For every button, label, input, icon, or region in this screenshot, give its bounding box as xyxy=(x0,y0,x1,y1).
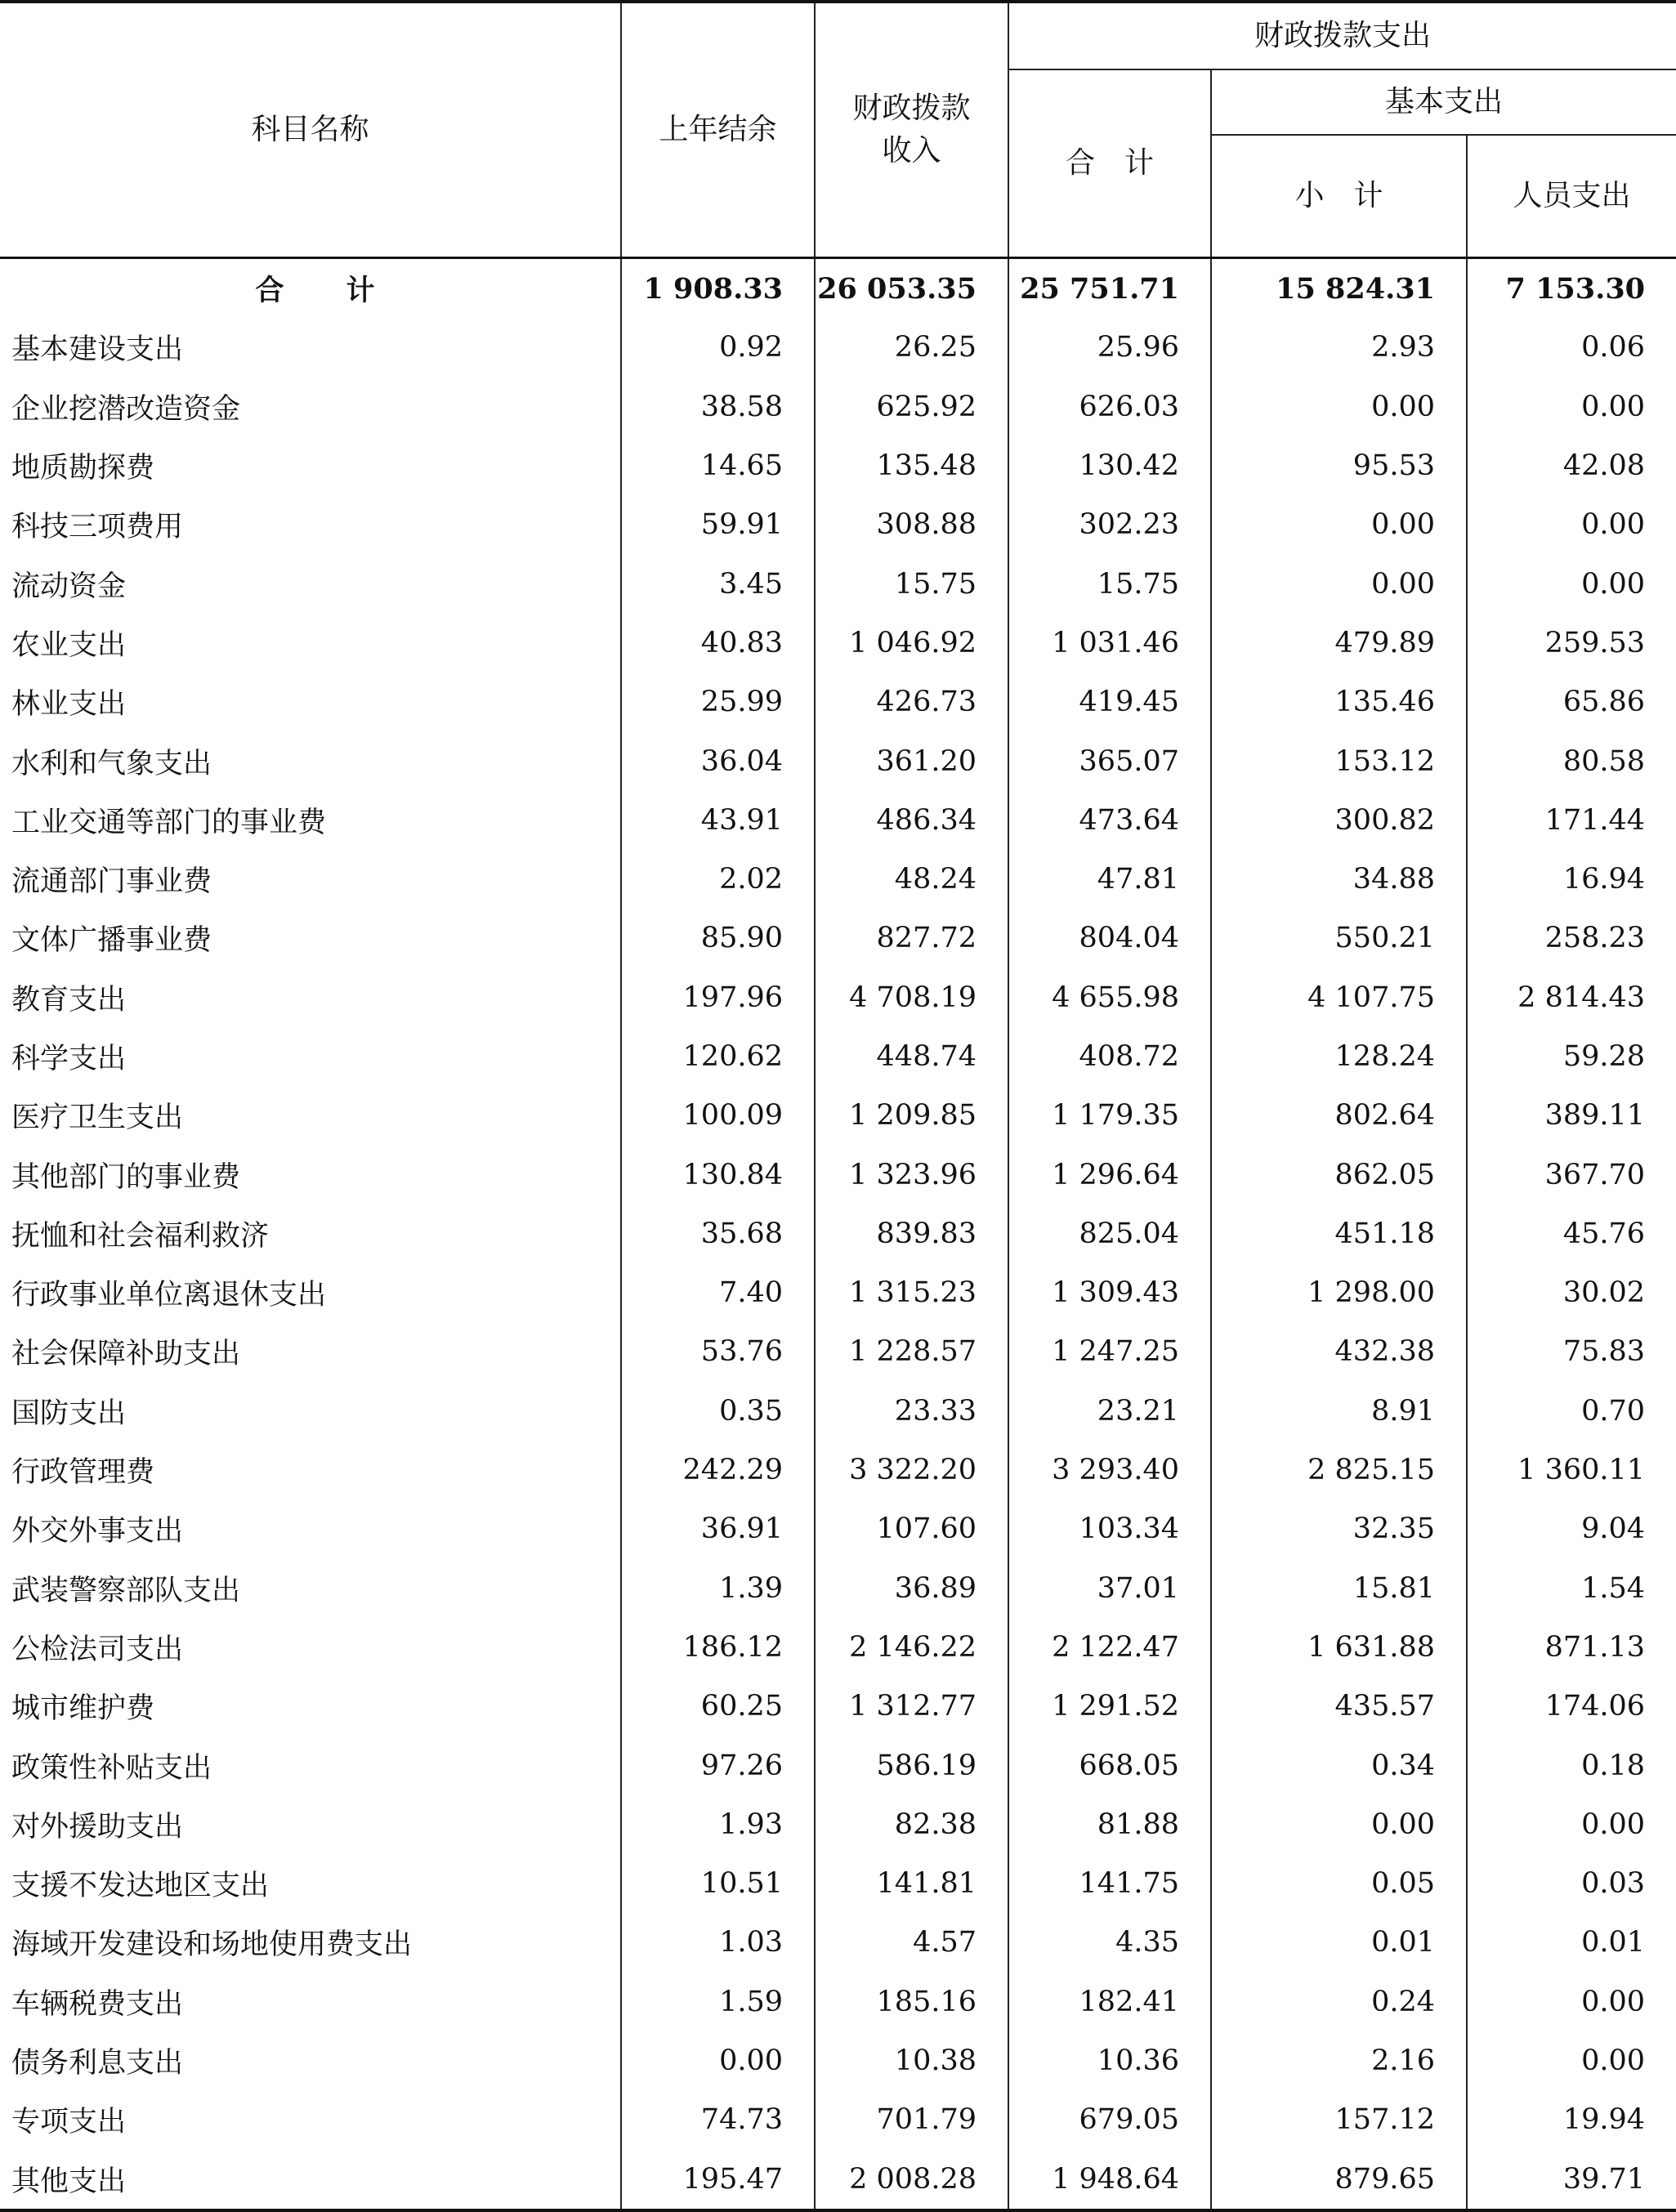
table-row xyxy=(0,1441,1676,1499)
cell-income: 2 008.28 xyxy=(815,2150,1008,2210)
cell-basic-subtotal: 153.12 xyxy=(1211,731,1467,790)
table-row xyxy=(0,495,1676,554)
cell-prev-balance: 7.40 xyxy=(621,1263,815,1322)
cell-basic-subtotal: 128.24 xyxy=(1211,1027,1467,1086)
cell-subject-name: 水利和气象支出 xyxy=(11,747,212,780)
cell-personnel: 0.00 xyxy=(1467,2031,1676,2090)
table-row xyxy=(0,968,1676,1027)
header-prev-balance: 上年结余 xyxy=(621,2,815,258)
table-row xyxy=(0,1204,1676,1263)
table-row xyxy=(0,850,1676,909)
cell-basic-subtotal: 2.16 xyxy=(1211,2031,1467,2090)
cell-subject-name: 外交外事支出 xyxy=(11,1515,184,1548)
cell-personnel: 65.86 xyxy=(1467,673,1676,731)
cell-basic-subtotal: 879.65 xyxy=(1211,2150,1467,2210)
cell-expense-total: 302.23 xyxy=(1008,495,1211,554)
cell-personnel: 59.28 xyxy=(1467,1027,1676,1086)
cell-prev-balance: 197.96 xyxy=(621,968,815,1027)
cell-personnel: 39.71 xyxy=(1467,2150,1676,2210)
cell-basic-subtotal: 435.57 xyxy=(1211,1677,1467,1736)
cell-subject-name: 农业支出 xyxy=(11,628,127,662)
cell-expense-total: 81.88 xyxy=(1008,1795,1211,1854)
table-row xyxy=(0,1913,1676,1972)
table-row xyxy=(0,1795,1676,1854)
cell-expense-total: 15.75 xyxy=(1008,554,1211,613)
cell-prev-balance: 100.09 xyxy=(621,1086,815,1145)
cell-income: 839.83 xyxy=(815,1204,1008,1263)
cell-expense-total: 473.64 xyxy=(1008,791,1211,850)
table-row xyxy=(0,731,1676,790)
cell-basic-subtotal: 0.24 xyxy=(1211,1973,1467,2031)
table-body xyxy=(0,258,1676,2210)
table-row xyxy=(0,1263,1676,1322)
cell-personnel: 0.01 xyxy=(1467,1913,1676,1972)
table-row xyxy=(0,1677,1676,1736)
cell-expense-total: 1 179.35 xyxy=(1008,1086,1211,1145)
cell-income: 23.33 xyxy=(815,1382,1008,1441)
cell-subject-name: 企业挖潜改造资金 xyxy=(11,392,241,426)
cell-basic-subtotal: 0.00 xyxy=(1211,378,1467,436)
table-row xyxy=(0,378,1676,436)
cell-income: 36.89 xyxy=(815,1559,1008,1618)
cell-expense-total: 103.34 xyxy=(1008,1499,1211,1558)
cell-income: 308.88 xyxy=(815,495,1008,554)
cell-basic-subtotal: 432.38 xyxy=(1211,1322,1467,1381)
cell-personnel: 367.70 xyxy=(1467,1145,1676,1204)
cell-expense-total: 626.03 xyxy=(1008,378,1211,436)
cell-personnel: 0.00 xyxy=(1467,378,1676,436)
cell-income: 141.81 xyxy=(815,1854,1008,1913)
total-subtotal: 15 824.31 xyxy=(1211,258,1467,319)
cell-basic-subtotal: 2 825.15 xyxy=(1211,1441,1467,1499)
cell-expense-total: 130.42 xyxy=(1008,436,1211,495)
cell-subject-name: 专项支出 xyxy=(11,2106,127,2139)
cell-subject-name: 地质勘探费 xyxy=(11,452,155,485)
table-header xyxy=(0,2,1676,258)
cell-income: 448.74 xyxy=(815,1027,1008,1086)
cell-subject-name: 工业交通等部门的事业费 xyxy=(11,806,327,839)
cell-expense-total: 37.01 xyxy=(1008,1559,1211,1618)
cell-personnel: 42.08 xyxy=(1467,436,1676,495)
cell-income: 1 046.92 xyxy=(815,614,1008,673)
cell-prev-balance: 0.35 xyxy=(621,1382,815,1441)
cell-prev-balance: 1.93 xyxy=(621,1795,815,1854)
cell-prev-balance: 25.99 xyxy=(621,673,815,731)
cell-basic-subtotal: 157.12 xyxy=(1211,2090,1467,2149)
cell-income: 15.75 xyxy=(815,554,1008,613)
cell-prev-balance: 120.62 xyxy=(621,1027,815,1086)
cell-expense-total: 804.04 xyxy=(1008,909,1211,967)
cell-prev-balance: 53.76 xyxy=(621,1322,815,1381)
cell-basic-subtotal: 0.00 xyxy=(1211,495,1467,554)
cell-basic-subtotal: 0.05 xyxy=(1211,1854,1467,1913)
cell-personnel: 0.00 xyxy=(1467,1795,1676,1854)
cell-basic-subtotal: 0.01 xyxy=(1211,1913,1467,1972)
cell-income: 4 708.19 xyxy=(815,968,1008,1027)
cell-basic-subtotal: 300.82 xyxy=(1211,791,1467,850)
table-row xyxy=(0,1145,1676,1204)
cell-prev-balance: 1.59 xyxy=(621,1973,815,2031)
cell-basic-subtotal: 862.05 xyxy=(1211,1145,1467,1204)
cell-subject-name: 教育支出 xyxy=(11,983,127,1017)
cell-basic-subtotal: 34.88 xyxy=(1211,850,1467,909)
cell-personnel: 871.13 xyxy=(1467,1618,1676,1677)
cell-expense-total: 10.36 xyxy=(1008,2031,1211,2090)
cell-expense-total: 679.05 xyxy=(1008,2090,1211,2149)
table-row xyxy=(0,1322,1676,1381)
cell-expense-total: 365.07 xyxy=(1008,731,1211,790)
total-total: 25 751.71 xyxy=(1008,258,1211,319)
cell-subject-name: 行政管理费 xyxy=(11,1456,155,1490)
cell-basic-subtotal: 802.64 xyxy=(1211,1086,1467,1145)
cell-income: 135.48 xyxy=(815,436,1008,495)
cell-income: 107.60 xyxy=(815,1499,1008,1558)
cell-prev-balance: 36.91 xyxy=(621,1499,815,1558)
cell-subject-name: 社会保障补助支出 xyxy=(11,1338,241,1371)
cell-personnel: 30.02 xyxy=(1467,1263,1676,1322)
cell-expense-total: 25.96 xyxy=(1008,318,1211,377)
cell-personnel: 0.06 xyxy=(1467,318,1676,377)
cell-expense-total: 23.21 xyxy=(1008,1382,1211,1441)
cell-income: 1 323.96 xyxy=(815,1145,1008,1204)
total-row xyxy=(0,258,1676,319)
cell-personnel: 0.00 xyxy=(1467,495,1676,554)
total-personnel: 7 153.30 xyxy=(1467,258,1676,319)
cell-basic-subtotal: 1 631.88 xyxy=(1211,1618,1467,1677)
cell-income: 185.16 xyxy=(815,1973,1008,2031)
cell-income: 1 312.77 xyxy=(815,1677,1008,1736)
cell-income: 82.38 xyxy=(815,1795,1008,1854)
table-row xyxy=(0,614,1676,673)
cell-personnel: 389.11 xyxy=(1467,1086,1676,1145)
table-row xyxy=(0,1973,1676,2031)
cell-prev-balance: 0.92 xyxy=(621,318,815,377)
cell-subject-name: 抚恤和社会福利救济 xyxy=(11,1219,270,1253)
cell-income: 625.92 xyxy=(815,378,1008,436)
cell-subject-name: 行政事业单位离退休支出 xyxy=(11,1279,327,1312)
table-row xyxy=(0,436,1676,495)
header-basic-group: 基本支出 xyxy=(1211,69,1676,135)
header-total: 合 计 xyxy=(1008,69,1211,258)
cell-basic-subtotal: 451.18 xyxy=(1211,1204,1467,1263)
header-subject-name: 科目名称 xyxy=(0,2,621,258)
cell-basic-subtotal: 479.89 xyxy=(1211,614,1467,673)
cell-income: 426.73 xyxy=(815,673,1008,731)
cell-subject-name: 国防支出 xyxy=(11,1396,127,1430)
cell-personnel: 0.70 xyxy=(1467,1382,1676,1441)
total-label: 合 计 xyxy=(255,274,377,308)
table-row xyxy=(0,554,1676,613)
cell-income: 10.38 xyxy=(815,2031,1008,2090)
cell-income: 1 315.23 xyxy=(815,1263,1008,1322)
cell-prev-balance: 97.26 xyxy=(621,1736,815,1794)
cell-basic-subtotal: 1 298.00 xyxy=(1211,1263,1467,1322)
cell-basic-subtotal: 0.00 xyxy=(1211,554,1467,613)
cell-income: 701.79 xyxy=(815,2090,1008,2149)
cell-income: 3 322.20 xyxy=(815,1441,1008,1499)
total-income: 26 053.35 xyxy=(815,258,1008,319)
cell-subject-name: 基本建设支出 xyxy=(11,333,184,367)
header-personnel: 人员支出 xyxy=(1467,135,1676,258)
cell-expense-total: 4.35 xyxy=(1008,1913,1211,1972)
cell-expense-total: 1 031.46 xyxy=(1008,614,1211,673)
cell-expense-total: 1 296.64 xyxy=(1008,1145,1211,1204)
cell-prev-balance: 1.03 xyxy=(621,1913,815,1972)
cell-expense-total: 182.41 xyxy=(1008,1973,1211,2031)
cell-prev-balance: 3.45 xyxy=(621,554,815,613)
cell-subject-name: 海域开发建设和场地使用费支出 xyxy=(11,1928,413,1962)
table-row xyxy=(0,2090,1676,2149)
cell-subject-name: 政策性补贴支出 xyxy=(11,1751,212,1785)
cell-basic-subtotal: 0.34 xyxy=(1211,1736,1467,1794)
cell-expense-total: 1 948.64 xyxy=(1008,2150,1211,2210)
cell-expense-total: 1 247.25 xyxy=(1008,1322,1211,1381)
cell-prev-balance: 0.00 xyxy=(621,2031,815,2090)
cell-prev-balance: 35.68 xyxy=(621,1204,815,1263)
cell-subject-name: 武装警察部队支出 xyxy=(11,1574,241,1607)
cell-expense-total: 668.05 xyxy=(1008,1736,1211,1794)
cell-basic-subtotal: 4 107.75 xyxy=(1211,968,1467,1027)
cell-subject-name: 对外援助支出 xyxy=(11,1810,184,1843)
cell-personnel: 9.04 xyxy=(1467,1499,1676,1558)
cell-personnel: 2 814.43 xyxy=(1467,968,1676,1027)
cell-subject-name: 支援不发达地区支出 xyxy=(11,1870,270,1903)
table-row xyxy=(0,1559,1676,1618)
cell-expense-total: 4 655.98 xyxy=(1008,968,1211,1027)
cell-basic-subtotal: 15.81 xyxy=(1211,1559,1467,1618)
cell-subject-name: 文体广播事业费 xyxy=(11,924,212,958)
cell-expense-total: 2 122.47 xyxy=(1008,1618,1211,1677)
cell-prev-balance: 85.90 xyxy=(621,909,815,967)
cell-prev-balance: 36.04 xyxy=(621,731,815,790)
total-prev: 1 908.33 xyxy=(621,258,815,319)
header-income: 财政拨款 收入 xyxy=(815,2,1008,258)
cell-personnel: 75.83 xyxy=(1467,1322,1676,1381)
cell-income: 486.34 xyxy=(815,791,1008,850)
table-row xyxy=(0,2031,1676,2090)
cell-personnel: 174.06 xyxy=(1467,1677,1676,1736)
cell-prev-balance: 186.12 xyxy=(621,1618,815,1677)
cell-subject-name: 科学支出 xyxy=(11,1043,127,1075)
table-row xyxy=(0,791,1676,850)
cell-income: 361.20 xyxy=(815,731,1008,790)
cell-prev-balance: 130.84 xyxy=(621,1145,815,1204)
cell-basic-subtotal: 95.53 xyxy=(1211,436,1467,495)
cell-prev-balance: 59.91 xyxy=(621,495,815,554)
cell-personnel: 16.94 xyxy=(1467,850,1676,909)
header-subtotal: 小 计 xyxy=(1211,135,1467,258)
cell-basic-subtotal: 550.21 xyxy=(1211,909,1467,967)
cell-income: 48.24 xyxy=(815,850,1008,909)
cell-personnel: 45.76 xyxy=(1467,1204,1676,1263)
cell-prev-balance: 195.47 xyxy=(621,2150,815,2210)
cell-subject-name: 医疗卫生支出 xyxy=(11,1102,184,1135)
cell-personnel: 171.44 xyxy=(1467,791,1676,850)
table-row xyxy=(0,1736,1676,1794)
cell-basic-subtotal: 32.35 xyxy=(1211,1499,1467,1558)
cell-personnel: 0.00 xyxy=(1467,1973,1676,2031)
cell-personnel: 0.00 xyxy=(1467,554,1676,613)
cell-expense-total: 47.81 xyxy=(1008,850,1211,909)
cell-expense-total: 1 291.52 xyxy=(1008,1677,1211,1736)
cell-subject-name: 公检法司支出 xyxy=(11,1633,184,1666)
cell-subject-name: 城市维护费 xyxy=(11,1692,155,1726)
cell-subject-name: 流动资金 xyxy=(11,570,127,603)
table-row xyxy=(0,1854,1676,1913)
cell-personnel: 19.94 xyxy=(1467,2090,1676,2149)
cell-personnel: 0.18 xyxy=(1467,1736,1676,1794)
cell-prev-balance: 40.83 xyxy=(621,614,815,673)
cell-prev-balance: 38.58 xyxy=(621,378,815,436)
cell-expense-total: 419.45 xyxy=(1008,673,1211,731)
cell-prev-balance: 14.65 xyxy=(621,436,815,495)
cell-prev-balance: 60.25 xyxy=(621,1677,815,1736)
table-row xyxy=(0,1086,1676,1145)
table-row xyxy=(0,1382,1676,1441)
cell-prev-balance: 10.51 xyxy=(621,1854,815,1913)
cell-basic-subtotal: 8.91 xyxy=(1211,1382,1467,1441)
cell-expense-total: 408.72 xyxy=(1008,1027,1211,1086)
cell-basic-subtotal: 135.46 xyxy=(1211,673,1467,731)
cell-income: 26.25 xyxy=(815,318,1008,377)
cell-subject-name: 车辆税费支出 xyxy=(11,1987,184,2021)
table-row xyxy=(0,2150,1676,2210)
cell-prev-balance: 2.02 xyxy=(621,850,815,909)
cell-prev-balance: 242.29 xyxy=(621,1441,815,1499)
cell-subject-name: 科技三项费用 xyxy=(11,511,184,544)
cell-prev-balance: 1.39 xyxy=(621,1559,815,1618)
cell-personnel: 258.23 xyxy=(1467,909,1676,967)
cell-personnel: 1 360.11 xyxy=(1467,1441,1676,1499)
cell-income: 1 209.85 xyxy=(815,1086,1008,1145)
cell-income: 827.72 xyxy=(815,909,1008,967)
cell-income: 4.57 xyxy=(815,1913,1008,1972)
cell-personnel: 80.58 xyxy=(1467,731,1676,790)
table-row xyxy=(0,909,1676,967)
cell-expense-total: 3 293.40 xyxy=(1008,1441,1211,1499)
table-row xyxy=(0,673,1676,731)
cell-subject-name: 林业支出 xyxy=(11,688,127,722)
cell-expense-total: 825.04 xyxy=(1008,1204,1211,1263)
cell-prev-balance: 43.91 xyxy=(621,791,815,850)
cell-subject-name: 流通部门事业费 xyxy=(11,865,212,899)
cell-income: 1 228.57 xyxy=(815,1322,1008,1381)
cell-subject-name: 债务利息支出 xyxy=(11,2047,184,2080)
table-row xyxy=(0,1499,1676,1558)
table-row xyxy=(0,1027,1676,1086)
cell-personnel: 0.03 xyxy=(1467,1854,1676,1913)
table-row xyxy=(0,1618,1676,1677)
cell-expense-total: 1 309.43 xyxy=(1008,1263,1211,1322)
cell-personnel: 1.54 xyxy=(1467,1559,1676,1618)
cell-income: 2 146.22 xyxy=(815,1618,1008,1677)
cell-income: 586.19 xyxy=(815,1736,1008,1794)
cell-expense-total: 141.75 xyxy=(1008,1854,1211,1913)
header-expense-group: 财政拨款支出 xyxy=(1008,2,1676,69)
cell-subject-name: 其他部门的事业费 xyxy=(11,1160,241,1194)
cell-prev-balance: 74.73 xyxy=(621,2090,815,2149)
cell-basic-subtotal: 2.93 xyxy=(1211,318,1467,377)
table-row xyxy=(0,318,1676,377)
cell-subject-name: 其他支出 xyxy=(0,2150,621,2210)
cell-basic-subtotal: 0.00 xyxy=(1211,1795,1467,1854)
cell-personnel: 259.53 xyxy=(1467,614,1676,673)
